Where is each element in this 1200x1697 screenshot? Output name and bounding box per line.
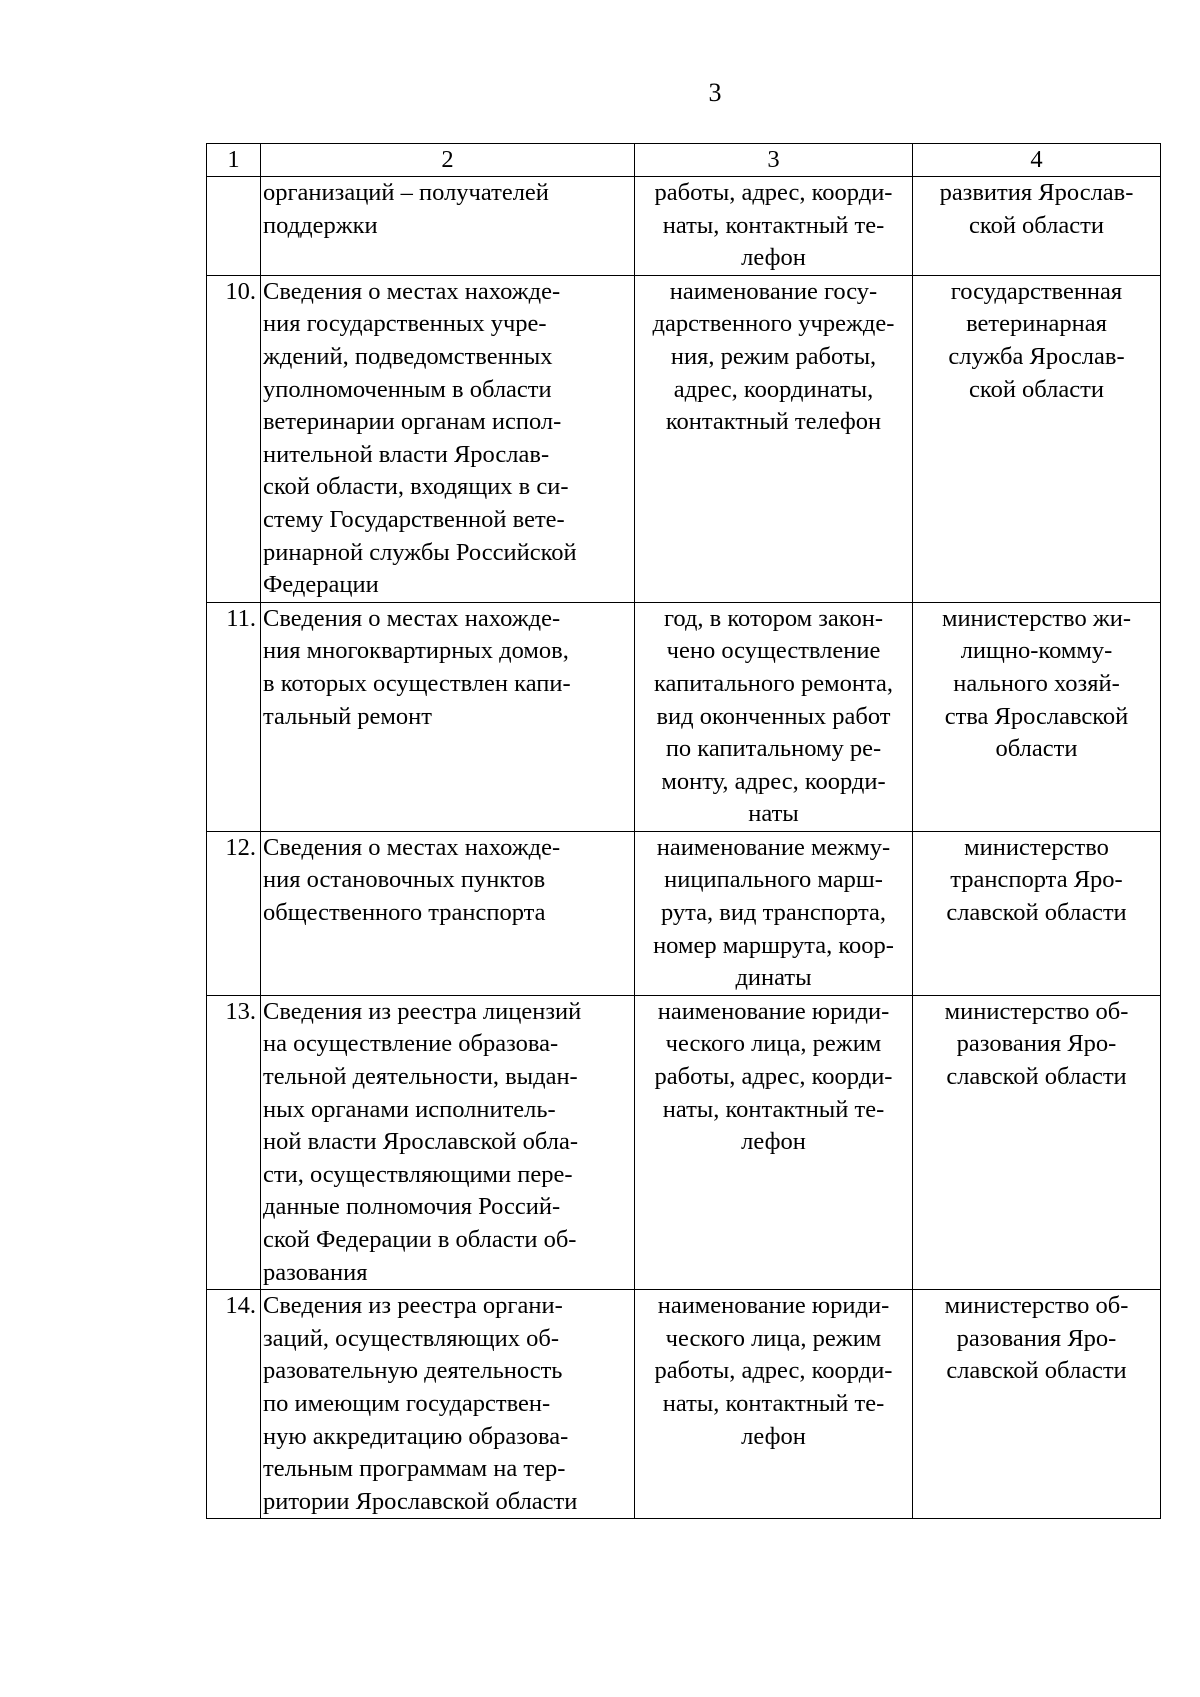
cell-text-line: заций, осуществляющих об- xyxy=(263,1324,559,1352)
cell-text-line: ритории Ярославской области xyxy=(263,1487,578,1515)
cell-text-line: Сведения из реестра лицензий xyxy=(263,997,582,1025)
row-number xyxy=(207,177,261,276)
cell-text-line: министерство об- xyxy=(944,1292,1129,1320)
information-composition-cell xyxy=(635,831,913,995)
cell-text-line: ческого лица, режим xyxy=(665,1030,882,1058)
cell-text-line: ринарной службы Российской xyxy=(263,538,577,566)
cell-text-line: ческого лица, режим xyxy=(665,1324,882,1352)
table-row xyxy=(207,995,1161,1289)
information-composition-cell xyxy=(635,602,913,831)
cell-text-line: стему Государственной вете- xyxy=(263,505,565,533)
cell-text-line: наты, контактный те- xyxy=(662,211,885,239)
cell-text-line: контактный телефон xyxy=(665,408,882,436)
cell-text-line: министерство xyxy=(964,833,1109,861)
cell-text-line: ветеринарная xyxy=(966,310,1107,338)
cell-text-line: ниципального марш- xyxy=(664,866,883,894)
cell-text-line: государственная xyxy=(950,277,1123,305)
responsible-body-cell xyxy=(913,831,1161,995)
page-number: 3 xyxy=(708,78,722,107)
cell-text-line: капитального ремонта, xyxy=(654,669,893,697)
information-description-cell xyxy=(261,831,635,995)
cell-text-line: разования Яро- xyxy=(956,1324,1117,1352)
responsible-body-cell xyxy=(913,177,1161,276)
cell-text-line: разовательную деятельность xyxy=(263,1357,563,1385)
column-header: 4 xyxy=(913,144,1161,177)
cell-text-line: славской области xyxy=(946,1357,1127,1385)
cell-text-line: Сведения о местах нахожде- xyxy=(263,277,561,305)
cell-text-line: ветеринарии органам испол- xyxy=(263,408,562,436)
table-row xyxy=(207,177,1161,276)
information-description-cell xyxy=(261,275,635,602)
responsible-body-cell xyxy=(913,275,1161,602)
cell-text-line: по капитальному ре- xyxy=(665,735,882,763)
information-composition-cell xyxy=(635,995,913,1289)
row-number: 11. xyxy=(207,602,261,831)
cell-text-line: работы, адрес, коорди- xyxy=(654,1357,893,1385)
cell-text-line: ния, режим работы, xyxy=(670,342,877,370)
column-header: 1 xyxy=(207,144,261,177)
table-row xyxy=(207,1290,1161,1519)
cell-text-line: чено осуществление xyxy=(666,637,881,665)
cell-text-line: ской Федерации в области об- xyxy=(263,1226,577,1253)
cell-text-line: ния многоквартирных домов, xyxy=(263,637,569,665)
cell-text-line: данные полномочия Россий- xyxy=(263,1193,561,1221)
cell-text-line: ния государственных учре- xyxy=(263,310,547,338)
cell-text-line: монту, адрес, коорди- xyxy=(661,767,886,795)
cell-text-line: наты, контактный те- xyxy=(662,1389,885,1417)
cell-text-line: Сведения из реестра органи- xyxy=(263,1292,563,1320)
cell-text-line: дарственного учрежде- xyxy=(652,310,895,338)
cell-text-line: рута, вид транспорта, xyxy=(661,899,886,927)
data-table xyxy=(206,143,1161,1519)
row-number: 10. xyxy=(207,275,261,602)
cell-text-line: наты xyxy=(748,800,799,828)
cell-text-line: ской области xyxy=(969,211,1104,239)
table-row xyxy=(207,831,1161,995)
cell-text-line: славской области xyxy=(946,1063,1127,1091)
information-description-cell xyxy=(261,1290,635,1519)
cell-text-line: Федерации xyxy=(263,571,379,599)
cell-text-line: лефон xyxy=(741,1128,806,1156)
cell-text-line: ждений, подведомственных xyxy=(263,342,553,370)
cell-text-line: ной власти Ярославской обла- xyxy=(263,1128,578,1156)
cell-text-line: работы, адрес, коорди- xyxy=(654,1063,893,1091)
cell-text-line: ской области, входящих в си- xyxy=(263,473,569,501)
cell-text-line: динаты xyxy=(735,964,812,992)
responsible-body-cell xyxy=(913,1290,1161,1519)
cell-text-line: министерство об- xyxy=(944,997,1129,1025)
cell-text-line: развития Ярослав- xyxy=(939,179,1134,206)
cell-text-line: в которых осуществлен капи- xyxy=(263,669,571,697)
cell-text-line: Сведения о местах нахожде- xyxy=(263,604,561,632)
cell-text-line: ния остановочных пунктов xyxy=(263,866,546,894)
table-header-row xyxy=(207,144,1161,177)
cell-text-line: служба Ярослав- xyxy=(948,342,1125,370)
cell-text-line: год, в котором закон- xyxy=(663,604,883,632)
cell-text-line: наименование юриди- xyxy=(657,1292,890,1320)
cell-text-line: организаций – получателей xyxy=(263,179,549,206)
row-number: 12. xyxy=(207,831,261,995)
information-description-cell xyxy=(261,602,635,831)
cell-text-line: вид оконченных работ xyxy=(656,702,891,730)
cell-text-line: номер маршрута, коор- xyxy=(653,931,894,959)
cell-text-line: славской области xyxy=(946,899,1127,927)
information-composition-cell xyxy=(635,1290,913,1519)
column-header: 2 xyxy=(261,144,635,177)
information-description-cell xyxy=(261,177,635,276)
cell-text-line: лефон xyxy=(741,244,806,272)
cell-text-line: тальный ремонт xyxy=(263,702,432,730)
cell-text-line: ства Ярославской xyxy=(944,702,1129,730)
cell-text-line: Сведения о местах нахожде- xyxy=(263,833,561,861)
cell-text-line: тельной деятельности, выдан- xyxy=(263,1063,578,1091)
row-number: 13. xyxy=(207,995,261,1289)
row-number: 14. xyxy=(207,1290,261,1519)
cell-text-line: ской области xyxy=(969,375,1104,403)
cell-text-line: нительной власти Ярослав- xyxy=(263,440,550,468)
column-header: 3 xyxy=(635,144,913,177)
cell-text-line: по имеющим государствен- xyxy=(263,1389,551,1417)
cell-text-line: области xyxy=(995,735,1078,763)
cell-text-line: уполномоченным в области xyxy=(263,375,552,403)
cell-text-line: сти, осуществляющими пере- xyxy=(263,1160,573,1188)
information-composition-cell xyxy=(635,275,913,602)
cell-text-line: лищно-комму- xyxy=(960,637,1113,665)
cell-text-line: разования xyxy=(263,1258,368,1286)
cell-text-line: работы, адрес, коорди- xyxy=(654,179,893,206)
table-body xyxy=(207,177,1161,1519)
cell-text-line: поддержки xyxy=(263,211,378,239)
responsible-body-cell xyxy=(913,602,1161,831)
cell-text-line: наименование госу- xyxy=(669,277,878,305)
cell-text-line: министерство жи- xyxy=(941,604,1132,632)
cell-text-line: ную аккредитацию образова- xyxy=(263,1422,569,1450)
information-composition-cell xyxy=(635,177,913,276)
cell-text-line: ных органами исполнитель- xyxy=(263,1095,556,1123)
cell-text-line: наты, контактный те- xyxy=(662,1095,885,1123)
cell-text-line: транспорта Яро- xyxy=(950,866,1123,894)
responsible-body-cell xyxy=(913,995,1161,1289)
cell-text-line: разования Яро- xyxy=(956,1030,1117,1058)
table-row xyxy=(207,602,1161,831)
cell-text-line: адрес, координаты, xyxy=(673,375,874,403)
cell-text-line: лефон xyxy=(741,1422,806,1450)
table-row xyxy=(207,275,1161,602)
cell-text-line: общественного транспорта xyxy=(263,899,546,927)
cell-text-line: наименование межму- xyxy=(656,833,891,861)
cell-text-line: на осуществление образова- xyxy=(263,1030,559,1058)
cell-text-line: тельным программам на тер- xyxy=(263,1455,566,1483)
cell-text-line: наименование юриди- xyxy=(657,997,890,1025)
information-description-cell xyxy=(261,995,635,1289)
cell-text-line: нального хозяй- xyxy=(953,669,1120,697)
